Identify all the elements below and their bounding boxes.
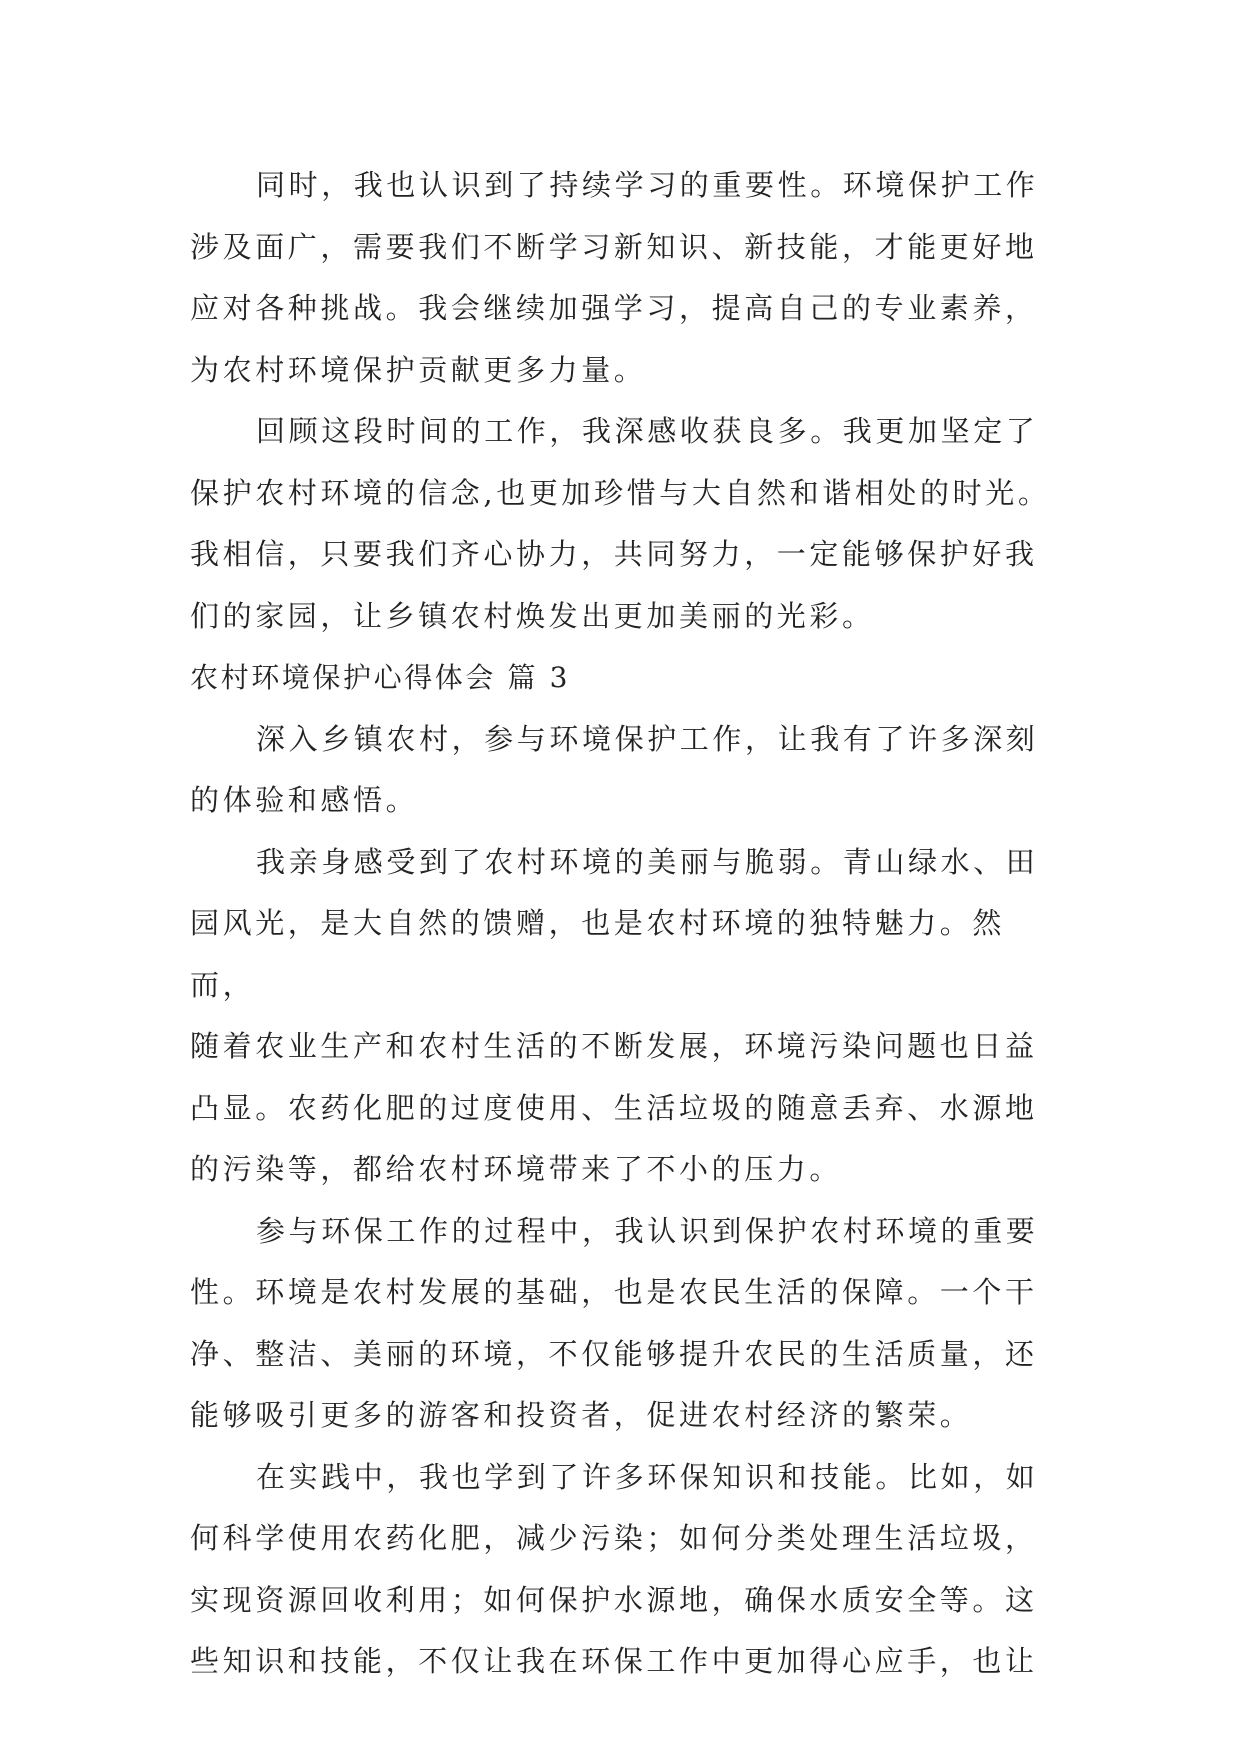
paragraph-review: 回顾这段时间的工作，我深感收获良多。我更加坚定了 保护农村环境的信念,也更加珍惜与大自然和谐相处的时光。 我相信，只要我们齐心协力，共同努力，一定能够保护好我 们的家园，让乡镇农村焕发出更加美丽的光彩。	[190, 414, 1051, 633]
paragraph-continuous-learning: 同时，我也认识到了持续学习的重要性。环境保护工作 涉及面广，需要我们不断学习新知识、新技能，才能更好地 应对各种挑战。我会继续加强学习，提高自己的专业素养， 为农村环境保护贡献更多力量。	[190, 168, 1039, 387]
document-body	[190, 155, 1060, 1693]
paragraph-practice: 在实践中，我也学到了许多环保知识和技能。比如，如 何科学使用农药化肥，减少污染；如何分类处理生活垃圾， 实现资源回收利用；如何保护水源地，确保水质安全等。这 些知识和技能，不仅让我在环保工作中更加得心应手，也让	[190, 1459, 1039, 1678]
section-heading: 农村环境保护心得体会 篇 3	[190, 661, 571, 694]
paragraph-intro: 深入乡镇农村，参与环境保护工作，让我有了许多深刻 的体验和感悟。	[190, 721, 1039, 817]
paragraph-beauty-fragility: 我亲身感受到了农村环境的美丽与脆弱。青山绿水、田 园风光，是大自然的馈赠，也是农村环境的独特魅力。然而， 随着农业生产和农村生活的不断发展，环境污染问题也日益 凸显。农药化肥的过度使用、生活垃圾的随意丢弃、水源地 的污染等，都给农村环境带来了不小的压力。	[190, 844, 1039, 1186]
paragraph-importance: 参与环保工作的过程中，我认识到保护农村环境的重要 性。环境是农村发展的基础，也是农民生活的保障。一个干 净、整洁、美丽的环境，不仅能够提升农民的生活质量，还 能够吸引更多的游客和投资者，促进农村经济的繁荣。	[190, 1213, 1039, 1432]
